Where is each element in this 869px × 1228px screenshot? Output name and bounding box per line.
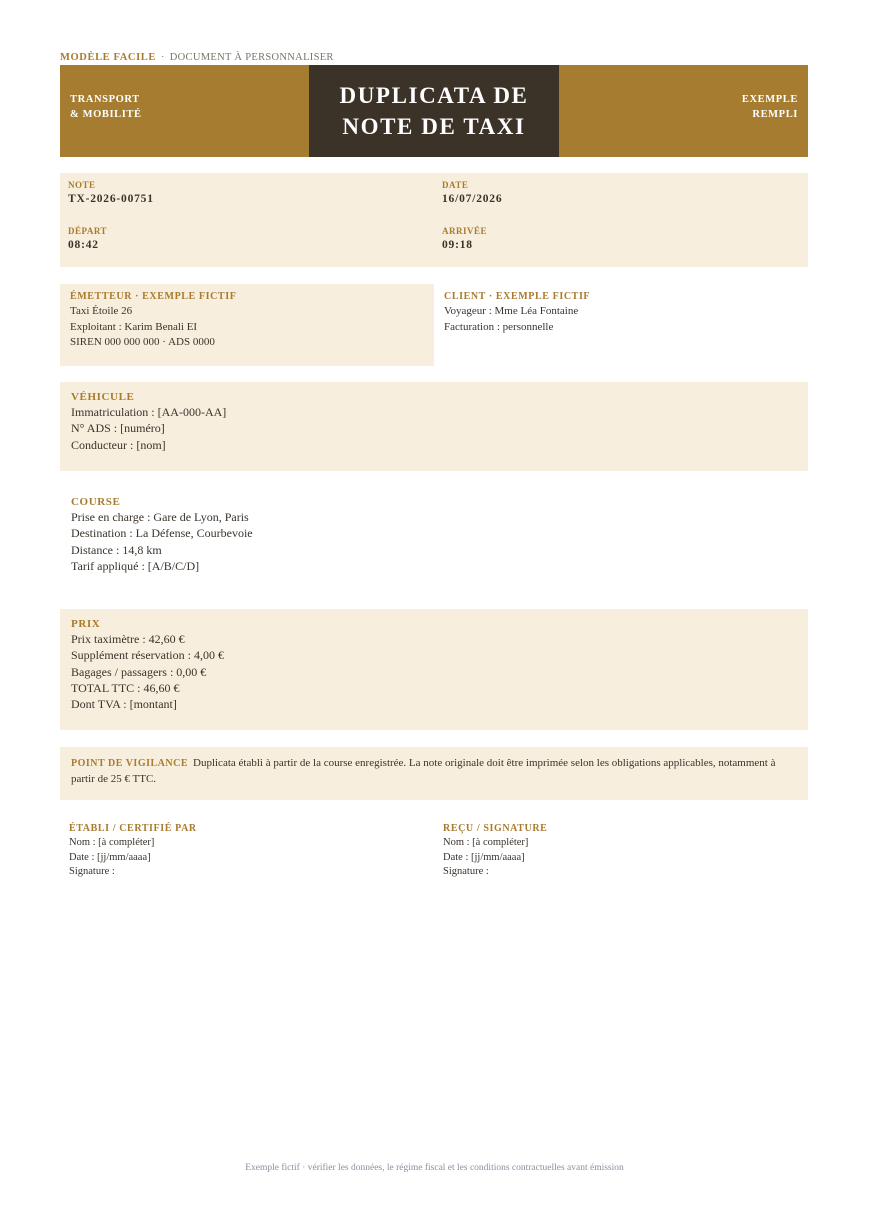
section-line: TOTAL TTC : 46,60 € <box>71 680 180 695</box>
section-line: Dont TVA : [montant] <box>71 697 177 712</box>
meta-value: 09:18 <box>442 239 473 251</box>
brand-line <box>60 52 334 63</box>
signature-line: Signature : <box>443 866 489 877</box>
meta-label: NOTE <box>68 180 96 190</box>
meta-date <box>442 180 502 205</box>
footer-disclaimer: Exemple fictif · vérifier les données, le régime fiscal et les conditions contractuelles avant émission <box>245 1163 624 1173</box>
vehicule-section <box>60 382 808 471</box>
section-line: Taxi Étoile 26 <box>70 305 133 317</box>
meta-arrivee <box>442 226 487 251</box>
brand-name: MODÈLE FACILE <box>60 52 156 63</box>
signature-line: Nom : [à compléter] <box>443 837 529 848</box>
section-heading: COURSE <box>71 496 121 508</box>
vigilance-note <box>60 747 808 800</box>
meta-value: TX-2026-00751 <box>68 193 154 205</box>
banner-category <box>70 92 142 122</box>
meta-note <box>68 180 154 205</box>
section-line: Prix taximètre : 42,60 € <box>71 632 185 646</box>
section-line: SIREN 000 000 000 · ADS 0000 <box>70 336 215 348</box>
meta-label: ARRIVÉE <box>442 226 488 236</box>
section-line: Exploitant : Karim Benali EI <box>70 320 198 333</box>
section-line: N° ADS : [numéro] <box>71 421 165 436</box>
meta-value: 16/07/2026 <box>442 193 503 205</box>
section-line: Supplément réservation : 4,00 € <box>71 648 224 663</box>
section-heading: ÉMETTEUR · EXEMPLE FICTIF <box>70 291 237 302</box>
signature-block-recipient <box>443 823 547 880</box>
banner-category-line: TRANSPORT <box>70 94 140 105</box>
document-title <box>309 65 559 157</box>
brand-separator: · <box>161 52 165 63</box>
vigilance-label: POINT DE VIGILANCE <box>71 758 188 769</box>
section-heading: PRIX <box>71 618 101 630</box>
signature-block-issuer <box>69 823 197 880</box>
section-line: Distance : 14,8 km <box>71 542 162 557</box>
signature-line: Nom : [à compléter] <box>69 837 155 848</box>
section-heading: CLIENT · EXEMPLE FICTIF <box>444 291 591 302</box>
banner-tag-line: REMPLI <box>752 109 798 120</box>
section-line: Immatriculation : [AA-000-AA] <box>71 405 227 419</box>
prix-section <box>60 609 808 730</box>
meta-depart <box>68 226 107 251</box>
brand-subtitle: DOCUMENT À PERSONNALISER <box>169 52 334 63</box>
section-line: Facturation : personnelle <box>444 320 554 333</box>
section-line: Bagages / passagers : 0,00 € <box>71 664 207 679</box>
banner-example-tag <box>742 92 798 122</box>
signature-heading: ÉTABLI / CERTIFIÉ PAR <box>69 823 197 834</box>
meta-label: DATE <box>442 180 469 190</box>
section-line: Conducteur : [nom] <box>71 437 166 452</box>
signature-line: Signature : <box>69 866 115 877</box>
vigilance-text: Duplicata établi à partir de la course enregistrée. La note originale doit être imprimée selon les obligations applicables, notamment à partir de 25 € TTC. <box>71 757 776 785</box>
banner-tag-line: EXEMPLE <box>741 94 798 105</box>
banner-category-line: & MOBILITÉ <box>70 109 142 120</box>
client-section <box>434 284 808 366</box>
section-heading: VÉHICULE <box>71 391 135 403</box>
document-title-line: DUPLICATA DE <box>339 83 529 108</box>
signature-line: Date : [jj/mm/aaaa] <box>443 851 525 863</box>
meta-value: 08:42 <box>68 239 99 251</box>
meta-label: DÉPART <box>68 226 108 236</box>
header-banner <box>60 65 808 157</box>
signature-line: Date : [jj/mm/aaaa] <box>69 851 151 863</box>
section-line: Destination : La Défense, Courbevoie <box>71 526 253 541</box>
trip-meta <box>60 173 808 267</box>
signature-heading: REÇU / SIGNATURE <box>443 823 548 834</box>
course-section <box>60 487 808 591</box>
section-line: Prise en charge : Gare de Lyon, Paris <box>71 510 249 524</box>
emetteur-section <box>60 284 434 366</box>
document-title-line: NOTE DE TAXI <box>342 114 526 139</box>
section-line: Tarif appliqué : [A/B/C/D] <box>71 558 200 573</box>
section-line: Voyageur : Mme Léa Fontaine <box>444 305 579 317</box>
